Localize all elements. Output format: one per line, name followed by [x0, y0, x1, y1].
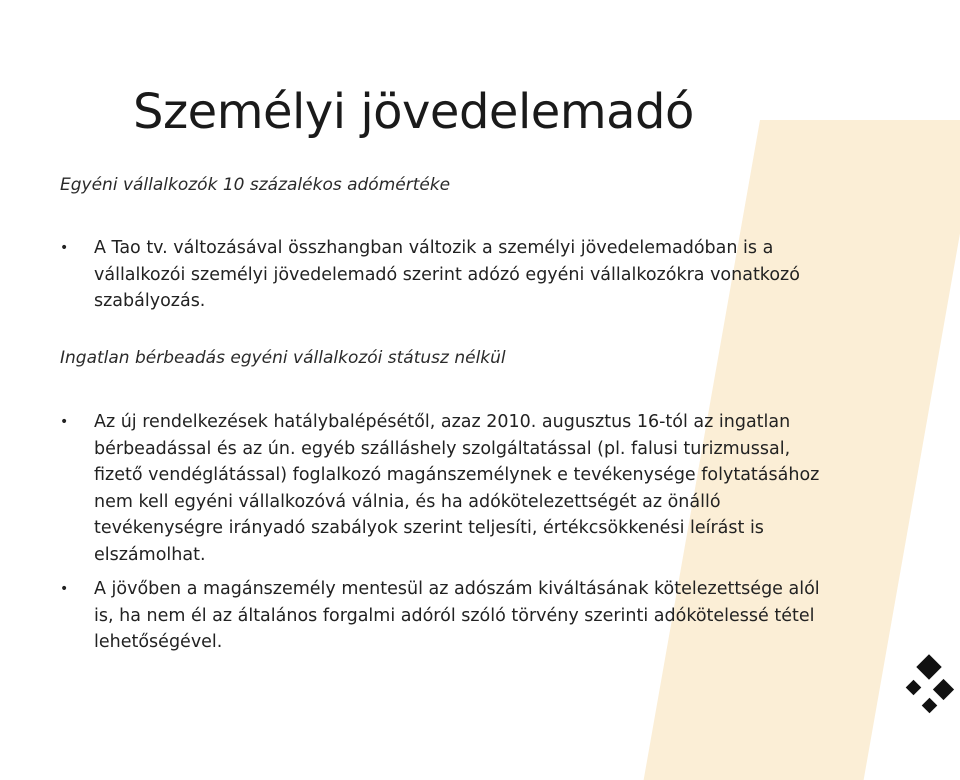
- section1-bullet-list: [60, 235, 830, 315]
- diamond-large-icon: [916, 654, 941, 679]
- section2-bullet-list: [60, 409, 830, 656]
- list-item: [60, 576, 830, 656]
- list-item: [60, 235, 830, 315]
- bullet-icon: •: [60, 414, 69, 430]
- list-item: [60, 409, 830, 568]
- bullet-text: Az új rendelkezések hatálybalépésétől, azaz 2010. augusztus 16-tól az ingatlan bérbeadással és az ún. egyéb szálláshely szolgáltatással (pl. falusi turizmussal, fizető vendéglátással) foglalkozó magánszemélynek e tevékenysége folytatásához nem kell egyéni vállalkozóvá válnia, és ha adókötelezettségét az önálló tevékenységre irányadó szabályok szerint teljesíti, értékcsökkenési leírást is elszámolhat.: [94, 412, 820, 565]
- diamond-logo-icon: [900, 650, 960, 720]
- section-heading-sole-proprietor-rate: Egyéni vállalkozók 10 százalékos adómértéke: [60, 175, 451, 195]
- bullet-icon: •: [60, 240, 69, 256]
- diamond-bottom-icon: [922, 698, 938, 714]
- diamond-medium-right-icon: [933, 679, 954, 700]
- slide-title: Személyi jövedelemadó: [133, 84, 694, 141]
- bullet-text: A jövőben a magánszemély mentesül az adószám kiváltásának kötelezettsége alól is, ha nem él az általános forgalmi adóról szóló törvény szerinti adókötelessé tétel lehetőségével.: [94, 579, 820, 652]
- section-heading-property-rental: Ingatlan bérbeadás egyéni vállalkozói státusz nélkül: [60, 348, 506, 368]
- bullet-text: A Tao tv. változásával összhangban változik a személyi jövedelemadóban is a vállalkozói személyi jövedelemadó szerint adózó egyéni vállalkozókra vonatkozó szabályozás.: [94, 238, 800, 311]
- bullet-icon: •: [60, 581, 69, 597]
- diamond-small-left-icon: [906, 680, 922, 696]
